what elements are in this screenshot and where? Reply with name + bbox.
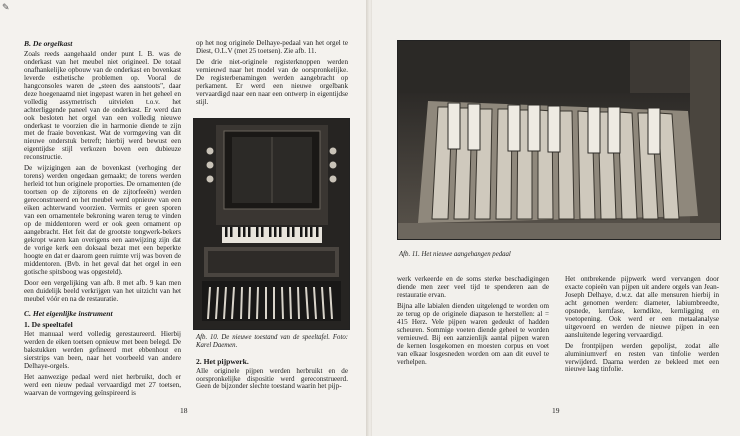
column-2-paragraph-3: Alle originele pijpen werden herbruikt en de oorspronkelijke dispositie werd gereconstrueerd. Geen de bijzonder slechte toestand waarin het pijp-	[196, 366, 348, 391]
subsection-1-title: 1. De speeltafel	[24, 320, 73, 330]
section-b-paragraph-2: De wijzigingen aan de bovenkast (verhoging der torens) werden ongedaan gemaakt; de torens werden herleid tot hun originele proporties. De ornamenten (de toortsen op de zijtorens en de zijtorfeeën) werden gereconstrueerd en het meubel werd opnieuw van een eiken achterwand voorzien. Vermits er geen sporen van een ornamentele bekroning waren terug te vinden op de middentoren werd er ook geen ornament op aangebracht. Het feit dat de grootste tongwerk-bekers gekropt waren kan overigens een aanwijzing zijn dat de vorige kerk een doksaal bezat met een beperkte hoogte en dat er daarom geen ruimte vrij was boven de middentoren. (Bvb. in het geval dat het orgel in een gotische spitsboog was opgesteld).	[24, 164, 181, 276]
section-c-paragraph-2: Het aanwezige pedaal werd niet herbruikt, doch er werd een nieuw pedaal vervaardigd met 27 toetsen, waarvan de vormgeving geïnspireerd is	[24, 373, 181, 398]
right-column-1	[397, 276, 549, 369]
column-2-paragraph-2: De drie niet-originele registerknoppen werden vernieuwd naar het model van de oorspronkelijke. De registerbenamingen werden aangebracht op perkament. Er werd een nieuwe orgelbank vervaardigd naar een naar een ontwerp in eigentijdse stijl.	[196, 57, 348, 106]
section-c-title: C. Het eigenlijke instrument	[24, 308, 113, 318]
figure-10-photo	[193, 118, 350, 330]
right-column-2-paragraph-2: De frontpijpen werden gepolijst, zodat alle aluminiumverf en resten van tinfolie werden verwijderd. Daarna werden ze bekleed met een nieuwe laag tinfolie.	[565, 341, 719, 374]
left-column-2-bottom	[196, 334, 348, 394]
staple-mark-icon: ✎	[2, 2, 10, 12]
figure-11-caption: Afb. 11. Het nieuwe aangehangen pedaal	[399, 250, 511, 258]
section-b-paragraph-1: Zoals reeds aangehaald onder punt I. B. was de onderkast van het meubel niet origineel. De totaal onafhankelijke opbouw van de onderkast en bovenkast leverde esthetische problemen op. Vooral de hangconsoles waren de „steen des aanstoots", daar deze hoegenaamd niet ingepast waren in het geheel en volledig assymetrisch uitvielen t.o.v. het achterliggende paneel van de onderkast. Er werd dan ook besloten het orgel van een volledig nieuwe onderkast te voorzien die in harmonie diende te zijn met de fraaie bovenkast. Wat de vormgeving van dit nieuwe onderstuk betreft; hierbij werd bewust een eigentijdse stijl verkozen boven een dubieuze reconstructie.	[24, 49, 181, 162]
figure-10-caption: Afb. 10. De nieuwe toestand van de speeltafel. Foto: Karel Daemen.	[196, 334, 348, 349]
section-b-title: B. De orgelkast	[24, 39, 73, 48]
left-column-1	[24, 40, 181, 401]
page-number-left: 18	[180, 406, 188, 415]
right-page	[372, 0, 740, 436]
figure-11-photo	[397, 40, 721, 240]
right-column-1-paragraph-2: Bijna alle labialen dienden uitgelengd te worden om ze terug op de originele diapason te herstellen: al = 415 Herz. Vele pijpen waren gedeukt of hadden scheuren. Sommige voeten diende geheel te worden vernieuwd. Bij een aanzienlijk aantal pijpen waren de kernen losgekomen en moesten corpus en voet van elkaar losgesneden worden om aan dit euvel te verhelpen.	[397, 301, 549, 366]
page-number-right: 19	[552, 406, 560, 415]
right-column-2-paragraph-1: Het ontbrekende pijpwerk werd vervangen door exacte copieën van pijpen uit andere orgels van Jean-Joseph Delhaye, d.w.z. dat alle mensuren hierbij in acht genomen werden: diameter, labiumbreedte, opsnede, kernfase, kerndikte, kernligging en voetopening. Ook werd er een metaalanalyse uitgevoerd en werden de nieuwe pijpen in een aansluitende legering vervaardigd.	[565, 275, 719, 339]
section-c-paragraph-1: Het manuaal werd volledig gerestaureerd. Hierbij werden de eiken toetsen opnieuw met been belegd. De bakstukken werden gefineerd met ebbenhout en sierstrips van been, naar het voorbeeld van andere Delhaye-orgels.	[24, 330, 181, 371]
right-column-1-paragraph-1: werk verkeerde en de soms sterke beschadigingen diende men zeer veel tijd te spenderen aan de restauratie ervan.	[397, 275, 549, 299]
section-b-paragraph-3: Door een vergelijking van afb. 8 met afb. 9 kan men een duidelijk beeld verkrijgen van het uitzicht van het meubel vóór en na de restauratie.	[24, 278, 181, 303]
left-page	[0, 0, 368, 436]
subsection-2-title: 2. Het pijpwerk.	[196, 356, 249, 366]
left-column-2-top	[196, 40, 348, 110]
right-column-2	[565, 276, 719, 377]
column-2-paragraph-1: op het nog originele Delhaye-pedaal van het orgel te Diest, O.L.V (met 25 toetsen). Zie afb. 11.	[196, 39, 348, 55]
